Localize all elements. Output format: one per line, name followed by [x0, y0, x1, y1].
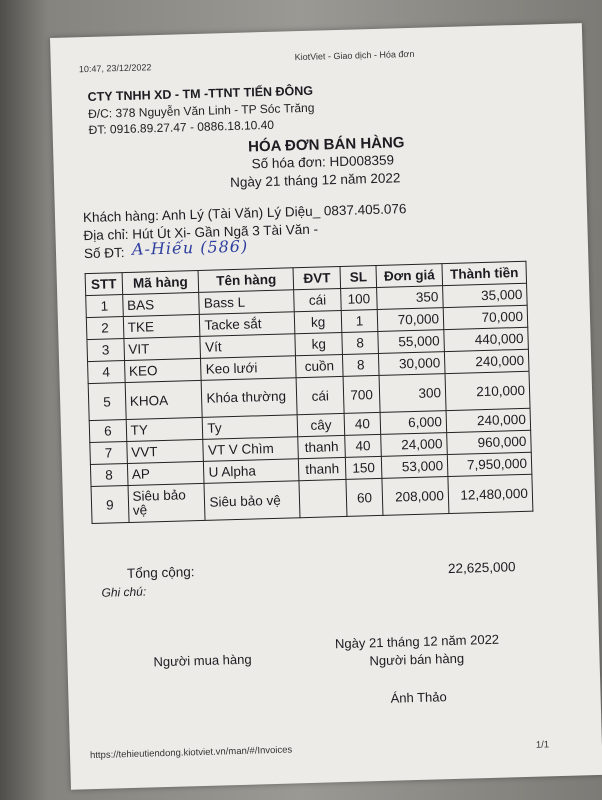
cell-dvt [299, 479, 346, 517]
cell-stt: 3 [87, 339, 124, 362]
invoice-paper [50, 23, 602, 790]
cell-ten-hang: U Alpha [204, 459, 300, 484]
cell-ten-hang: Tacke sắt [200, 312, 296, 337]
cell-ma-hang: KHOA [125, 380, 203, 419]
cell-ten-hang: Bass L [199, 290, 295, 315]
cell-don-gia: 53,000 [381, 455, 447, 479]
cell-thanh-tien: 240,000 [446, 408, 531, 432]
cell-stt: 9 [91, 486, 129, 524]
cell-ma-hang: BAS [122, 292, 199, 316]
cell-sl: 8 [342, 353, 379, 376]
company-name: CTY TNHH XD - TM -TTNT TIẾN ĐÔNG [87, 83, 314, 104]
cell-dvt: thanh [299, 457, 346, 480]
cell-ma-hang: VIT [124, 336, 201, 360]
cell-don-gia: 6,000 [380, 411, 446, 435]
cell-ma-hang: Siêu bảo vệ [128, 483, 206, 522]
header-ten-hang: Tên hàng [198, 268, 294, 293]
cell-stt: 4 [88, 361, 125, 384]
footer-url: https://tehieutiendong.kiotviet.vn/man/#/Invoices [89, 744, 293, 762]
cell-ten-hang: Khóa thường [202, 378, 298, 418]
cell-ma-hang: KEO [124, 358, 201, 382]
company-phone: ĐT: 0916.89.27.47 - 0886.18.10.40 [88, 117, 275, 137]
cell-sl: 150 [345, 456, 382, 479]
items-table [85, 261, 534, 524]
cell-thanh-tien: 7,950,000 [447, 452, 532, 476]
cell-thanh-tien: 960,000 [447, 430, 532, 454]
cell-thanh-tien: 12,480,000 [448, 474, 533, 513]
cell-ten-hang: Keo lưới [201, 356, 297, 381]
header-dvt: ĐVT [293, 266, 340, 289]
cell-stt: 8 [90, 464, 127, 487]
cell-sl: 700 [343, 375, 380, 413]
customer-phone-label: Số ĐT: [83, 245, 125, 262]
invoice-date: Ngày 21 tháng 12 năm 2022 [229, 170, 401, 191]
cell-dvt: kg [295, 310, 342, 333]
cell-dvt: cây [298, 413, 345, 436]
cell-don-gia: 55,000 [378, 330, 444, 354]
cell-thanh-tien: 70,000 [443, 305, 528, 329]
cell-sl: 100 [340, 287, 377, 310]
seller-name: Ánh Thảo [390, 689, 447, 706]
cell-thanh-tien: 35,000 [443, 283, 528, 307]
cell-dvt: thanh [298, 435, 345, 458]
cell-don-gia: 24,000 [381, 433, 447, 457]
header-stt: STT [85, 273, 122, 296]
cell-stt: 5 [88, 383, 126, 421]
buyer-label: Người mua hàng [153, 651, 252, 670]
cell-sl: 40 [345, 434, 382, 457]
cell-ten-hang: Vít [200, 334, 296, 359]
cell-don-gia: 208,000 [382, 477, 449, 516]
header-don-gia: Đơn giá [376, 264, 442, 288]
cell-dvt: cuồn [296, 354, 343, 377]
customer-name: Khách hàng: Anh Lý (Tài Văn) Lý Diệu_ 0837.405.076 [82, 201, 407, 226]
cell-sl: 60 [346, 478, 383, 516]
cell-ten-hang: Siêu bảo vệ [204, 481, 300, 521]
cell-ten-hang: Ty [203, 415, 299, 440]
header-ma-hang: Mã hàng [122, 270, 199, 294]
cell-ma-hang: TY [126, 417, 203, 441]
cell-ma-hang: VVT [126, 439, 203, 463]
cell-ma-hang: TKE [123, 314, 200, 338]
cell-thanh-tien: 210,000 [445, 371, 530, 410]
print-app-title: KiotViet - Giao dịch - Hóa đơn [294, 48, 415, 63]
customer-address: Địa chỉ: Hút Út Xi- Gần Ngã 3 Tài Văn - [83, 221, 319, 244]
cell-thanh-tien: 440,000 [444, 327, 529, 351]
cell-don-gia: 30,000 [379, 352, 445, 376]
cell-stt: 6 [89, 420, 126, 443]
header-thanh-tien: Thành tiền [442, 261, 527, 285]
print-datetime: 10:47, 23/12/2022 [78, 62, 152, 75]
cell-sl: 8 [342, 331, 379, 354]
cell-stt: 2 [86, 317, 123, 340]
cell-sl: 40 [344, 412, 381, 435]
total-label: Tổng cộng: [126, 564, 195, 582]
cell-stt: 1 [86, 295, 123, 318]
invoice-number: Số hóa đơn: HD008359 [251, 152, 395, 172]
invoice-title: HÓA ĐƠN BÁN HÀNG [247, 134, 405, 156]
cell-dvt: cái [294, 288, 341, 311]
signature-date: Ngày 21 tháng 12 năm 2022 [334, 631, 500, 652]
cell-thanh-tien: 240,000 [444, 349, 529, 373]
header-sl: SL [340, 265, 377, 288]
notes-label: Ghi chú: [101, 584, 147, 600]
footer-page: 1/1 [535, 739, 550, 751]
cell-ten-hang: VT V Chìm [203, 437, 299, 462]
cell-ma-hang: AP [127, 461, 204, 485]
seller-label: Người bán hàng [369, 650, 465, 669]
cell-don-gia: 300 [379, 374, 446, 413]
cell-dvt: kg [295, 332, 342, 355]
company-address: Đ/C: 378 Nguyễn Văn Linh - TP Sóc Trăng [87, 100, 315, 121]
cell-don-gia: 70,000 [377, 308, 443, 332]
customer-phone-handwritten: A-Hiếu (586) [131, 236, 249, 259]
cell-dvt: cái [296, 376, 343, 414]
cell-don-gia: 350 [377, 286, 443, 310]
cell-sl: 1 [341, 309, 378, 332]
total-value: 22,625,000 [447, 559, 516, 577]
cell-stt: 7 [90, 442, 127, 465]
